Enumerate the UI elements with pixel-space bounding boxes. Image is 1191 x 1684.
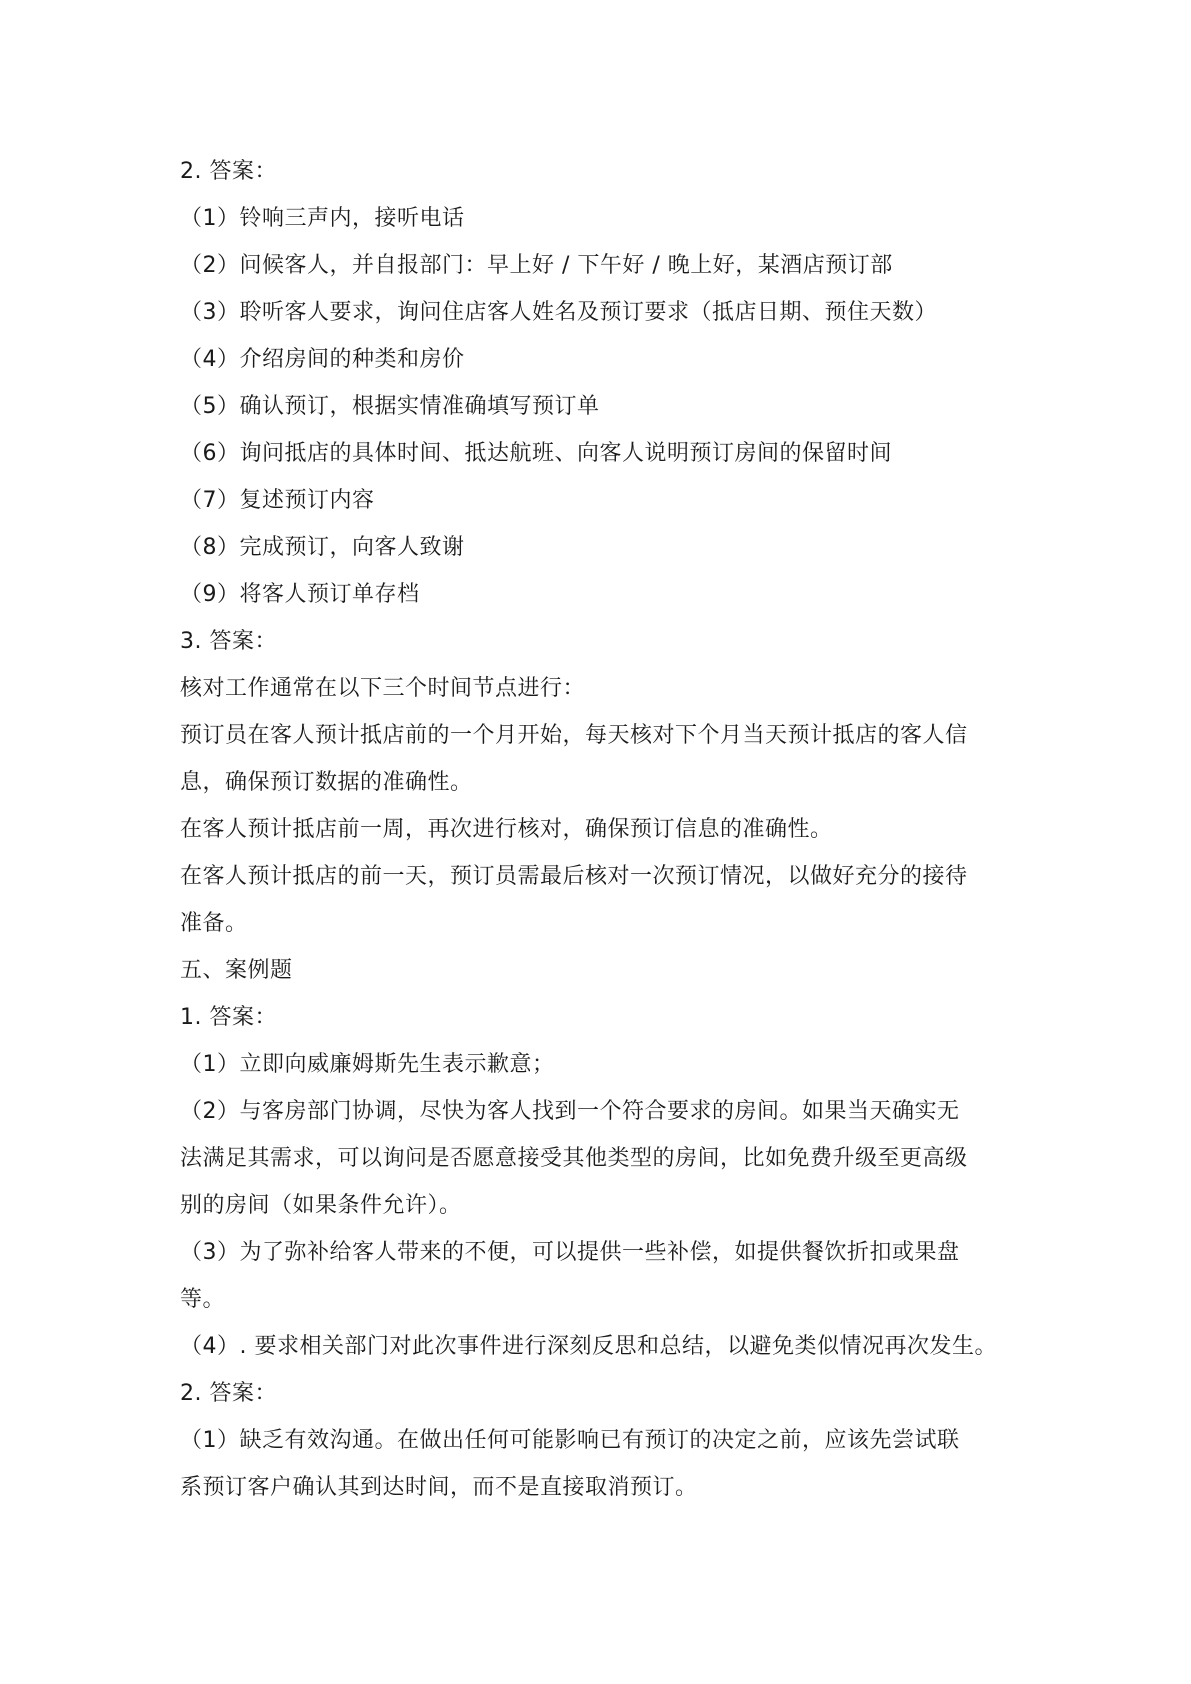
step-7: （7）复述预订内容 bbox=[180, 488, 375, 513]
case-1-item: （1）立即向威廉姆斯先生表示歉意； bbox=[180, 1052, 555, 1077]
document-body bbox=[180, 148, 1020, 1511]
step-1: （1）铃响三声内，接听电话 bbox=[180, 206, 465, 231]
step-2: （2）问候客人，并自报部门：早上好 / 下午好 / 晚上好，某酒店预订部 bbox=[180, 253, 893, 278]
case-2-heading: 2. 答案： bbox=[180, 1381, 277, 1406]
step-6: （6）询问抵店的具体时间、抵达航班、向客人说明预订房间的保留时间 bbox=[180, 441, 892, 466]
case-1-item: （3）为了弥补给客人带来的不便，可以提供一些补偿，如提供餐饮折扣或果盘 bbox=[180, 1240, 960, 1265]
answer-3-heading: 3. 答案： bbox=[180, 629, 277, 654]
case-2-item: （1）缺乏有效沟通。在做出任何可能影响已有预订的决定之前，应该先尝试联 bbox=[180, 1428, 960, 1453]
paragraph-line: 准备。 bbox=[180, 911, 248, 936]
case-1-heading: 1. 答案： bbox=[180, 1005, 277, 1030]
case-1-item: （4）. 要求相关部门对此次事件进行深刻反思和总结，以避免类似情况再次发生。 bbox=[180, 1334, 997, 1359]
step-8: （8）完成预订，向客人致谢 bbox=[180, 535, 465, 560]
case-1-item: 别的房间（如果条件允许）。 bbox=[180, 1193, 462, 1218]
answer-2-heading: 2. 答案： bbox=[180, 159, 277, 184]
paragraph-line: 在客人预计抵店的前一天，预订员需最后核对一次预订情况，以做好充分的接待 bbox=[180, 864, 968, 889]
step-5: （5）确认预订，根据实情准确填写预订单 bbox=[180, 394, 600, 419]
case-1-item: 等。 bbox=[180, 1287, 226, 1312]
paragraph-line: 预订员在客人预计抵店前的一个月开始，每天核对下个月当天预计抵店的客人信 bbox=[180, 723, 968, 748]
paragraph-line: 核对工作通常在以下三个时间节点进行： bbox=[180, 676, 586, 701]
paragraph-line: 息，确保预订数据的准确性。 bbox=[180, 770, 473, 795]
step-9: （9）将客人预订单存档 bbox=[180, 582, 420, 607]
step-3: （3）聆听客人要求，询问住店客人姓名及预订要求（抵店日期、预住天数） bbox=[180, 300, 937, 325]
case-2-item: 系预订客户确认其到达时间，而不是直接取消预订。 bbox=[180, 1475, 698, 1500]
case-1-item: （2）与客房部门协调，尽快为客人找到一个符合要求的房间。如果当天确实无 bbox=[180, 1099, 960, 1124]
paragraph-line: 在客人预计抵店前一周，再次进行核对，确保预订信息的准确性。 bbox=[180, 817, 833, 842]
section-heading: 五、案例题 bbox=[180, 958, 293, 983]
step-4: （4）介绍房间的种类和房价 bbox=[180, 347, 465, 372]
case-1-item: 法满足其需求，可以询问是否愿意接受其他类型的房间，比如免费升级至更高级 bbox=[180, 1146, 968, 1171]
